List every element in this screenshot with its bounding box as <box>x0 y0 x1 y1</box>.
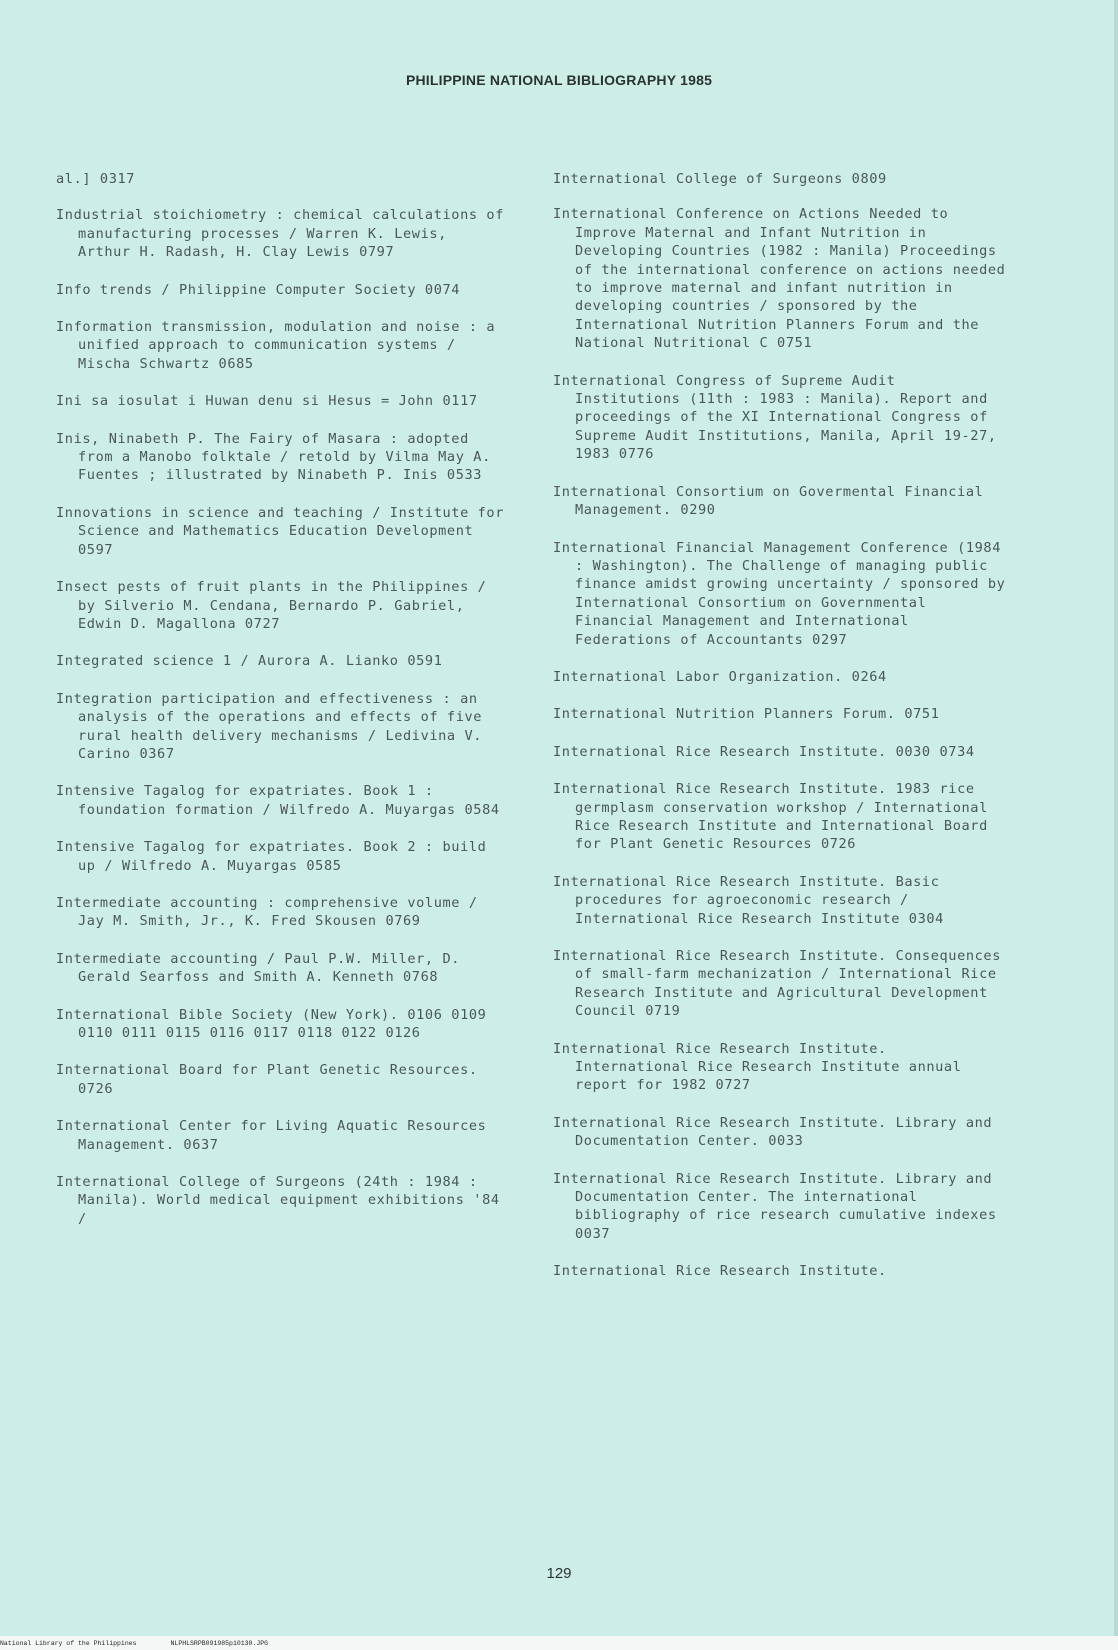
page-title: PHILIPPINE NATIONAL BIBLIOGRAPHY 1985 <box>405 72 713 88</box>
bibliography-entry: International Congress of Supreme Audit Institutions (11th : 1983 : Manila). Report and proceedings of the XI International Congress of Supreme Audit Institutions, Manila, April 19-27, 1983 0776 <box>553 372 997 463</box>
bibliography-entry: International Consortium on Govermental Financial Management. 0290 <box>553 483 984 519</box>
bibliography-entry: International Bible Society (New York). 0106 0109 0110 0111 0115 0116 0117 0118 0122 0126 <box>56 1006 487 1041</box>
bibliography-entry: Info trends / Philippine Computer Society 0074 <box>56 281 461 298</box>
scan-footer <box>0 1640 268 1647</box>
bibliography-entry: Ini sa iosulat i Huwan denu si Hesus = John 0117 <box>56 393 478 410</box>
bibliography-entry: International Conference on Actions Needed to Improve Maternal and Infant Nutrition in Developing Countries (1982 : Manila) Proceedings of the international conference on actions needed to improve maternal and infant nutrition in developing countries / sponsored by the International Nutrition Planners Forum and the National Nutritional C 0751 <box>553 206 1006 352</box>
footer-library: National Library of the Philippines <box>0 1640 137 1647</box>
right-column <box>553 170 1008 1300</box>
bibliography-entry: International Rice Research Institute. International Rice Research Institute annual report for 1982 0727 <box>553 1040 962 1094</box>
bibliography-entry: International College of Surgeons 0809 <box>553 171 887 187</box>
bibliography-entry: International Rice Research Institute. <box>553 1263 887 1280</box>
bibliography-entry: Integrated science 1 / Aurora A. Lianko 0591 <box>56 653 443 670</box>
bibliography-entry: al.] 0317 <box>56 171 136 187</box>
bibliography-entry: Integration participation and effectiveness : an analysis of the operations and effects of five rural health delivery mechanisms / Ledivina V. Carino 0367 <box>56 690 483 762</box>
bibliography-entry: International Board for Plant Genetic Resources. 0726 <box>56 1062 478 1097</box>
page-number: 129 <box>546 1565 572 1582</box>
bibliography-entry: International Financial Management Conference (1984 : Washington). The Challenge of managing public finance amidst growing uncertainty / sponsored by International Consortium on Governmental Financial Management and International Federations of Accountants 0297 <box>553 539 1006 648</box>
bibliography-entry: International Rice Research Institute. Library and Documentation Center. The international bibliography of rice research cumulative indexes 0037 <box>553 1170 997 1242</box>
bibliography-entry: International Rice Research Institute. Library and Documentation Center. 0033 <box>553 1114 993 1150</box>
bibliography-entry: International Nutrition Planners Forum. 0751 <box>553 706 940 723</box>
bibliography-entry: International Rice Research Institute. 1983 rice germplasm conservation workshop / International Rice Research Institute and International Board for Plant Genetic Resources 0726 <box>553 781 988 853</box>
bibliography-entry: International Rice Research Institute. 0030 0734 <box>553 743 975 760</box>
bibliography-entry: International Center for Living Aquatic Resources Management. 0637 <box>56 1118 487 1153</box>
bibliography-entry: International Labor Organization. 0264 <box>553 668 887 685</box>
bibliography-entry: Industrial stoichiometry : chemical calculations of manufacturing processes / Warren K. Lewis, Arthur H. Radash, H. Clay Lewis 0797 <box>56 207 504 261</box>
bibliography-entry: Intermediate accounting : comprehensive volume / Jay M. Smith, Jr., K. Fred Skousen 0769 <box>56 894 478 930</box>
left-column <box>56 170 506 1247</box>
page-edge-shadow <box>1114 0 1118 1650</box>
bibliography-entry: Intensive Tagalog for expatriates. Book 1 : foundation formation / Wilfredo A. Muyargas 0584 <box>56 783 500 818</box>
bibliography-entry: International Rice Research Institute. Consequences of small-farm mechanization / International Rice Research Institute and Agricultural Development Council 0719 <box>553 948 1001 1020</box>
bibliography-entry: Innovations in science and teaching / Institute for Science and Mathematics Education Development 0597 <box>56 504 504 558</box>
bibliography-entry: Inis, Ninabeth P. The Fairy of Masara : adopted from a Manobo folktale / retold by Vilma May A. Fuentes ; illustrated by Ninabeth P. Inis 0533 <box>56 430 491 484</box>
bibliography-entry: Intermediate accounting / Paul P.W. Miller, D. Gerald Searfoss and Smith A. Kenneth 0768 <box>56 950 461 986</box>
bibliography-entry: International Rice Research Institute. Basic procedures for agroeconomic research / International Rice Research Institute 0304 <box>553 873 944 927</box>
footer-filename: NLPHLSRPB091985p10130.JPG <box>170 1640 269 1647</box>
bibliography-entry: International College of Surgeons (24th : 1984 : Manila). World medical equipment exhibitions '84 / <box>56 1174 500 1227</box>
bibliography-entry: Insect pests of fruit plants in the Philippines / by Silverio M. Cendana, Bernardo P. Gabriel, Edwin D. Magallona 0727 <box>56 579 487 632</box>
bibliography-entry: Information transmission, modulation and noise : a unified approach to communication systems / Mischa Schwartz 0685 <box>56 319 496 372</box>
bibliography-entry: Intensive Tagalog for expatriates. Book 2 : build up / Wilfredo A. Muyargas 0585 <box>56 839 487 874</box>
